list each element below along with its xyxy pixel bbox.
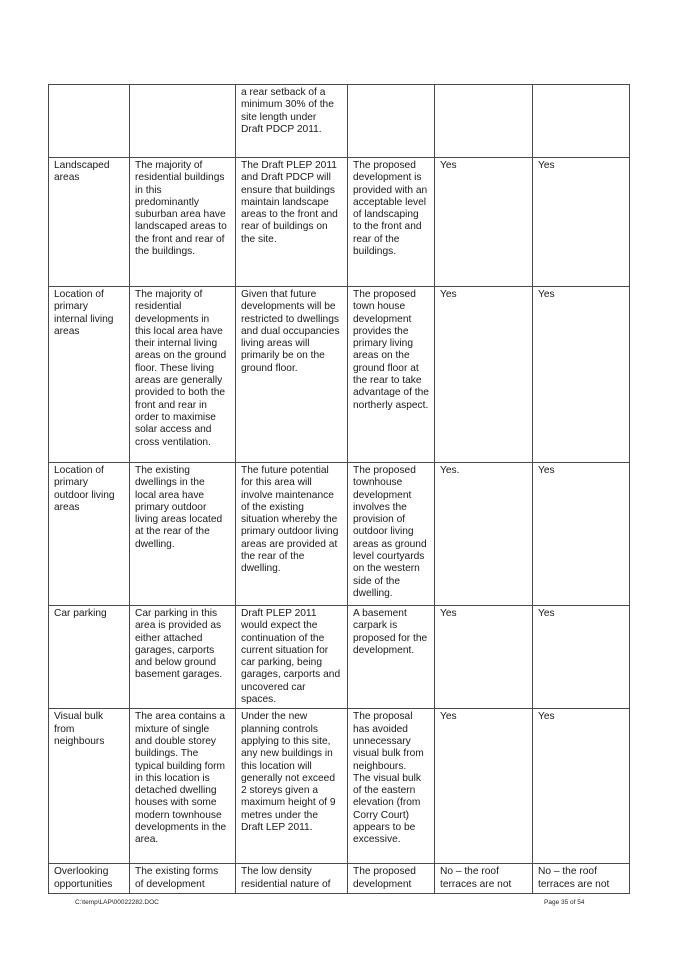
existing-character-cell: The majority of residential developments in this local area have their internal living areas on the ground floor. These living areas are generally provided to both the front and rear in order to maximise solar access and cross ventilation. — [130, 287, 236, 463]
footer-file-path: C:\temp\LAP\00022282.DOC — [75, 899, 159, 906]
proposal-cell: The proposed townhouse development involves the provision of outdoor living areas as ground level courtyards on the western side of the dwelling. — [348, 463, 435, 606]
proposal-cell: A basement carpark is proposed for the development. — [348, 606, 435, 709]
compliance-cell: Yes — [533, 463, 630, 606]
future-character-cell: The future potential for this area will involve maintenance of the existing situation whereby the primary outdoor living areas are provided at the rear of the dwelling. — [236, 463, 348, 606]
criterion-cell: Location of primary internal living areas — [49, 287, 130, 463]
compliance-cell: Yes — [435, 287, 533, 463]
future-character-cell: Draft PLEP 2011 would expect the continuation of the current situation for car parking, being garages, carports and uncovered car spaces. — [236, 606, 348, 709]
proposal-cell: The proposal has avoided unnecessary visual bulk from neighbours. The visual bulk of the eastern elevation (from Corry Court) appears to be excessive. — [348, 709, 435, 864]
existing-character-cell: The existing forms of development — [130, 864, 236, 894]
proposal-cell — [348, 85, 435, 158]
compliance-cell: Yes — [533, 709, 630, 864]
future-character-cell: Under the new planning controls applying to this site, any new buildings in this location will generally not exceed 2 storeys given a maximum height of 9 metres under the Draft LEP 2011. — [236, 709, 348, 864]
proposal-cell: The proposed development is provided with an acceptable level of landscaping to the front and rear of the buildings. — [348, 158, 435, 287]
assessment-table-body — [49, 85, 630, 894]
compliance-cell: Yes. — [435, 463, 533, 606]
existing-character-cell: The area contains a mixture of single and double storey buildings. The typical building form in this location is detached dwelling houses with some modern townhouse developments in the area. — [130, 709, 236, 864]
existing-character-cell: The majority of residential buildings in this predominantly suburban area have landscaped areas to the front and rear of the buildings. — [130, 158, 236, 287]
row-overlooking — [49, 864, 630, 894]
assessment-table — [48, 84, 630, 894]
future-character-cell: a rear setback of a minimum 30% of the site length under Draft PDCP 2011. — [236, 85, 348, 158]
existing-character-cell — [130, 85, 236, 158]
criterion-cell: Location of primary outdoor living areas — [49, 463, 130, 606]
compliance-cell: No – the roof terraces are not — [533, 864, 630, 894]
compliance-cell: Yes — [533, 158, 630, 287]
row-rear-setback-cont — [49, 85, 630, 158]
compliance-cell: Yes — [435, 709, 533, 864]
proposal-cell: The proposed development — [348, 864, 435, 894]
footer-page-number: Page 35 of 54 — [544, 899, 585, 906]
row-visual-bulk — [49, 709, 630, 864]
compliance-cell: Yes — [533, 606, 630, 709]
row-car-parking — [49, 606, 630, 709]
future-character-cell: Given that future developments will be restricted to dwellings and dual occupancies living areas will primarily be on the ground floor. — [236, 287, 348, 463]
criterion-cell: Car parking — [49, 606, 130, 709]
row-primary-internal-living — [49, 287, 630, 463]
row-primary-outdoor-living — [49, 463, 630, 606]
row-landscaped-areas — [49, 158, 630, 287]
compliance-cell: Yes — [533, 287, 630, 463]
compliance-cell: Yes — [435, 158, 533, 287]
future-character-cell: The Draft PLEP 2011 and Draft PDCP will ensure that buildings maintain landscape areas to the front and rear of buildings on the site. — [236, 158, 348, 287]
criterion-cell — [49, 85, 130, 158]
criterion-cell: Landscaped areas — [49, 158, 130, 287]
compliance-cell — [435, 85, 533, 158]
criterion-cell: Visual bulk from neighbours — [49, 709, 130, 864]
compliance-cell: Yes — [435, 606, 533, 709]
existing-character-cell: The existing dwellings in the local area have primary outdoor living areas located at the rear of the dwelling. — [130, 463, 236, 606]
proposal-cell: The proposed town house development provides the primary living areas on the ground floor at the rear to take advantage of the northerly aspect. — [348, 287, 435, 463]
existing-character-cell: Car parking in this area is provided as either attached garages, carports and below ground basement garages. — [130, 606, 236, 709]
future-character-cell: The low density residential nature of — [236, 864, 348, 894]
criterion-cell: Overlooking opportunities — [49, 864, 130, 894]
compliance-cell: No – the roof terraces are not — [435, 864, 533, 894]
compliance-cell — [533, 85, 630, 158]
